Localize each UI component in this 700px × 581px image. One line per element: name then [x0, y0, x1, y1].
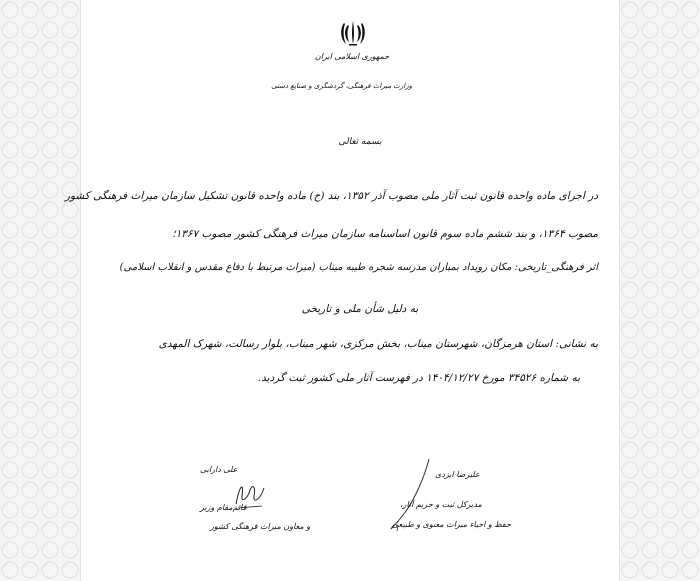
text-line-1: در اجرای ماده واحده قانون ثبت آثار ملی مصوب آذر ۱۳۵۲، بند (ج) ماده واحده قانون تشکیل سازمان میراث فرهنگی کشور: [64, 190, 598, 202]
basmala: بسمه تعالی: [338, 137, 382, 147]
text-line-3: اثر فرهنگی_تاریخی: مکان رویداد بمباران مدرسه شجره طیبه میناب (میراث مرتبط با دفاع مقدس و انقلاب اسلامی): [119, 262, 598, 273]
decorative-border-left: [0, 0, 81, 581]
signatory-right-title1: مدیرکل ثبت و حریم آثار،: [400, 500, 482, 509]
signatory-left-title1: قائم‌مقام وزیر: [200, 503, 247, 512]
signatory-left-name: علی دارابی: [200, 465, 238, 474]
ministry-title: وزارت میراث فرهنگی، گردشگری و صنایع دستی: [271, 82, 412, 90]
text-line-6: به شماره ۳۴۵۲۶ مورخ ۱۴۰۴/۱۲/۲۷ در فهرست آثار ملی کشور ثبت گردید.: [257, 372, 580, 384]
text-line-5: به نشانی: استان هرمزگان، شهرستان میناب، بخش مرکزی، شهر میناب، بلوار رسالت، شهرک المهدی: [158, 338, 598, 350]
certificate-document: [64, 0, 620, 581]
country-title: جمهوری اسلامی ایران: [314, 52, 390, 61]
text-line-4: به دلیل شأن ملی و تاریخی: [301, 303, 419, 315]
text-line-2: مصوب ۱۳۶۴، و بند ششم ماده سوم قانون اساسنامه سازمان میراث فرهنگی کشور مصوب ۱۳۶۷؛: [172, 228, 598, 240]
iran-emblem-icon: [338, 18, 368, 48]
signatory-right-name: علیرضا ایزدی: [435, 470, 480, 479]
signatory-right-title2: حفظ و احیاء میراث معنوی و طبیعی: [392, 520, 511, 529]
signatory-left-title2: و معاون میراث فرهنگی کشور: [210, 522, 311, 531]
decorative-border-right: [619, 0, 700, 581]
